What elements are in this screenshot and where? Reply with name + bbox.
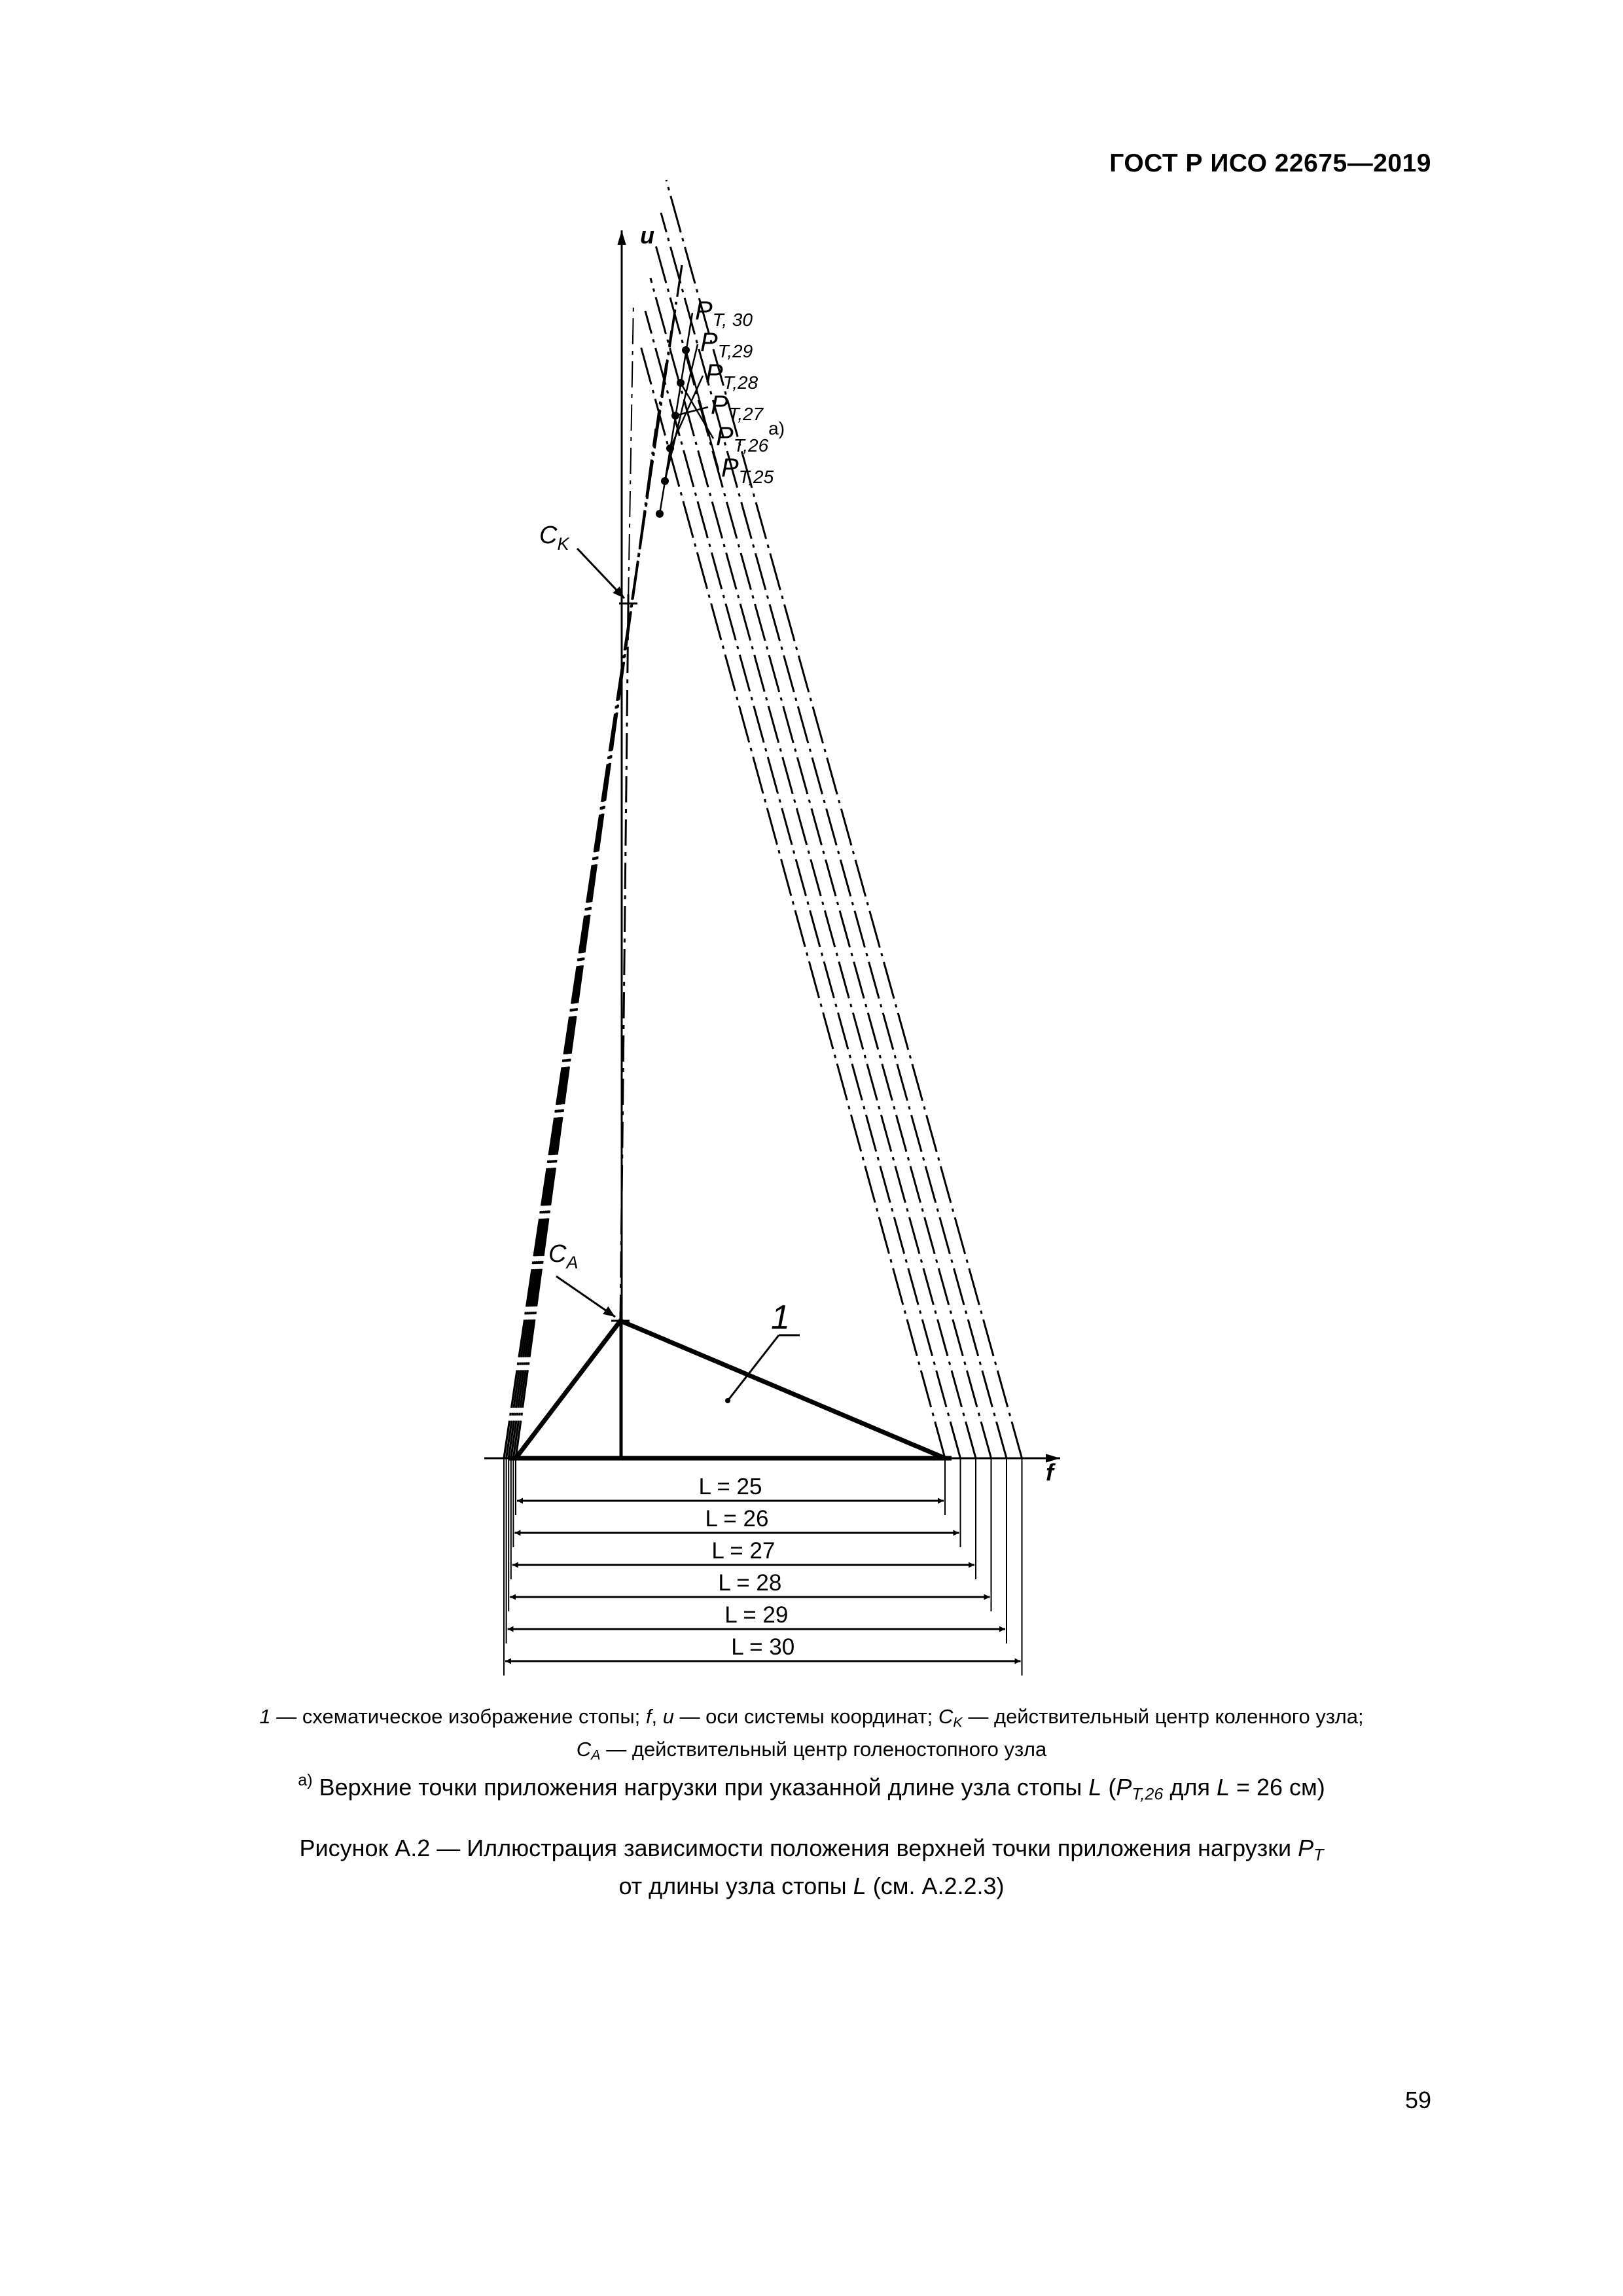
ck-subscript: K — [557, 534, 569, 554]
page-number: 59 — [1404, 2087, 1431, 2113]
foot-triangle — [516, 1321, 945, 1458]
load-point-subscript: T,29 — [717, 341, 753, 361]
f-axis-label: f — [1046, 1459, 1054, 1486]
load-point-label — [711, 391, 764, 424]
load-point-letter: P — [700, 328, 718, 357]
load-point-label — [705, 359, 758, 393]
heel-load-line — [504, 265, 682, 1458]
load-point-letter: P — [695, 296, 713, 325]
footnote-p: P — [1116, 1774, 1132, 1801]
toe-load-line — [645, 311, 961, 1458]
dimension-label: L = 30 — [731, 1634, 795, 1660]
figure-title — [0, 1833, 1623, 1902]
ca-label — [548, 1240, 578, 1272]
legend-u: u — [662, 1705, 674, 1728]
ca-letter: C — [548, 1240, 567, 1268]
ca-subscript: A — [566, 1253, 579, 1272]
pylon-axis-upper — [628, 301, 633, 603]
ck-letter: C — [539, 522, 558, 549]
figure-title-text: Рисунок А.2 — Иллюстрация зависимости положения верхней точки приложения нагрузки — [299, 1835, 1298, 1861]
diagram-labels — [539, 222, 1056, 1486]
legend-line-2 — [0, 1736, 1623, 1768]
legend-line-1 — [0, 1703, 1623, 1736]
ck-leader — [577, 548, 624, 598]
load-point-subscript: T,26 — [733, 435, 769, 456]
foot-item-number: 1 — [771, 1299, 790, 1336]
document-header: ГОСТ Р ИСО 22675—2019 — [1109, 149, 1431, 177]
legend-ck-c: C — [938, 1705, 954, 1728]
footnote-text-a: Верхние точки приложения нагрузки при указанной длине узла стопы — [312, 1774, 1089, 1801]
ck-label — [539, 522, 569, 554]
figure-title-line2-b: (см. А.2.2.3) — [866, 1873, 1005, 1900]
figure-title-line-1 — [0, 1833, 1623, 1871]
figure-title-p: P — [1298, 1835, 1314, 1861]
footnote-text-c: = 26 см) — [1229, 1774, 1325, 1801]
legend-f: f — [645, 1705, 652, 1728]
legend-ca-c: C — [576, 1738, 592, 1761]
legend-axes-text: — оси системы координат; — [673, 1705, 938, 1728]
load-point-subscript: T,25 — [738, 467, 774, 487]
ca-leader — [556, 1276, 615, 1317]
figure-title-p-sub: T — [1313, 1846, 1324, 1865]
load-point-letter: P — [716, 422, 734, 451]
figure-title-line-2 — [0, 1871, 1623, 1902]
footnote-l2: L — [1216, 1774, 1230, 1801]
toe-load-line — [640, 344, 945, 1458]
legend-comma: , — [651, 1705, 663, 1728]
dimension-labels — [699, 1474, 795, 1660]
load-point-letter: P — [721, 454, 739, 482]
load-point-subscript: T,27 — [728, 404, 764, 424]
coordinate-axes — [484, 230, 1060, 1458]
construction-lines — [504, 180, 1022, 1458]
load-point-label — [695, 296, 753, 330]
load-point-subscript: T, 30 — [712, 310, 753, 330]
load-point-labels — [695, 296, 785, 487]
legend-ck-k: K — [953, 1713, 963, 1731]
footnote-paren: ( — [1101, 1774, 1116, 1801]
toe-load-line — [651, 278, 976, 1458]
legend-ca-a: A — [591, 1746, 601, 1763]
legend-ca-text: — действительный центр голеностопного узла — [600, 1738, 1047, 1761]
dimension-label: L = 25 — [698, 1474, 762, 1499]
figure-footnote — [0, 1771, 1623, 1804]
footnote-l1: L — [1088, 1774, 1102, 1801]
figure-title-l: L — [853, 1873, 866, 1900]
figure-title-line2-a: от длины узла стопы — [618, 1873, 853, 1900]
load-point-letter: P — [705, 359, 723, 388]
legend-item-text: — схематическое изображение стопы; — [270, 1705, 646, 1728]
load-point-letter: P — [711, 391, 728, 420]
dimension-label: L = 28 — [718, 1570, 782, 1596]
load-point-footnote-mark: а) — [768, 418, 785, 439]
figure-legend — [0, 1703, 1623, 1769]
footnote-mark: а) — [298, 1771, 313, 1789]
footnote-text-b: для — [1163, 1774, 1217, 1801]
load-point-label — [721, 454, 774, 487]
dimension-label: L = 29 — [724, 1602, 789, 1628]
legend-ck-text: — действительный центр коленного узла; — [962, 1705, 1364, 1728]
footnote-p-sub: T,26 — [1132, 1785, 1164, 1804]
load-point-leader — [665, 344, 698, 481]
load-point-subscript: T,28 — [722, 372, 758, 393]
legend-item-number: 1 — [259, 1705, 271, 1728]
dimension-label: L = 27 — [711, 1538, 776, 1564]
load-point-label — [700, 328, 753, 361]
dimension-label: L = 26 — [705, 1506, 769, 1532]
u-axis-label: u — [640, 222, 654, 249]
